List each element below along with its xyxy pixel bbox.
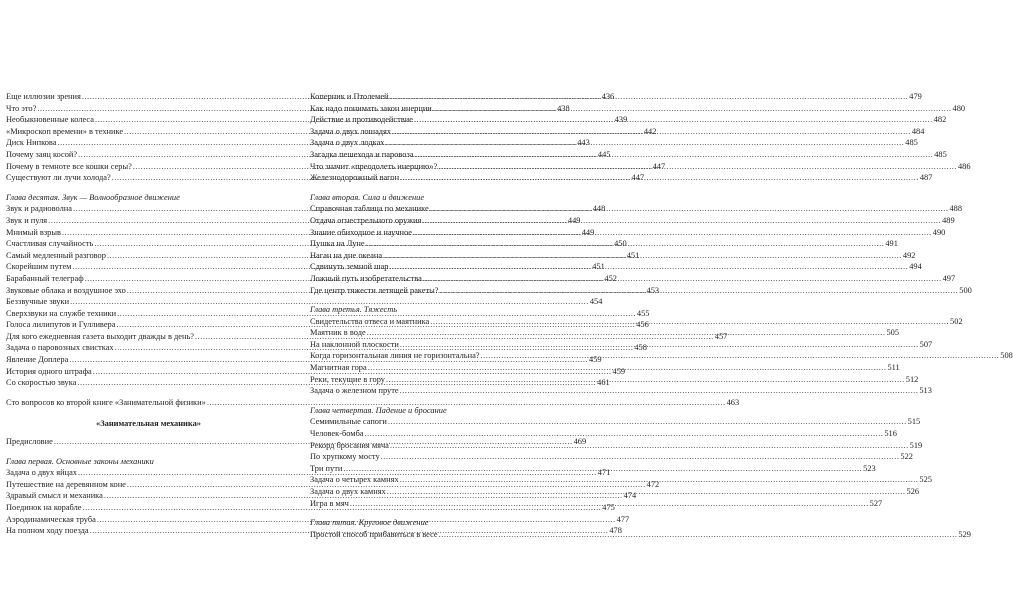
toc-entry-page: 463 — [726, 397, 740, 407]
dot-leader — [400, 474, 919, 486]
toc-entry-title: Маятник в воде — [310, 328, 366, 338]
toc-entry-title: Наган на дне океана — [310, 250, 383, 260]
toc-entry-title: Задача о железном пруте — [310, 386, 399, 396]
toc-entry-title: На наклонной плоскости — [310, 339, 399, 349]
toc-entry-title: Что это? — [6, 103, 37, 113]
toc-entry-title: Как надо понимать закон инерции — [310, 103, 432, 113]
toc-entry-page: 511 — [887, 363, 900, 373]
toc-entry-title: Задача о четырех камнях — [310, 475, 399, 485]
dot-leader — [392, 126, 911, 138]
toc-entry-page: 442 — [643, 126, 657, 136]
toc-entry-title: Еще иллюзии зрения — [6, 92, 81, 101]
dot-leader — [400, 385, 919, 397]
toc-entry-title: Беззвучные звуки — [6, 297, 70, 307]
chapter-heading: Глава десятая. Звук — Волнообразное движение — [6, 192, 180, 202]
toc-entry-title: Счастливая случайность — [6, 239, 94, 249]
toc-entry-page: 502 — [950, 316, 963, 326]
toc-entry-title: Почему в темноте все кошки серы? — [6, 161, 132, 171]
dot-leader — [367, 327, 886, 339]
dot-leader — [350, 498, 869, 510]
toc-entry — [310, 137, 918, 149]
toc-entry-title: Сверхзвуки на службе техники — [6, 308, 117, 318]
toc-entry-page: 454 — [589, 297, 603, 307]
toc-entry-page: 505 — [886, 328, 899, 338]
toc-entry-page: 488 — [949, 204, 963, 214]
toc-entry-title: Коперник и Птолемей — [310, 92, 389, 101]
dot-leader — [414, 114, 933, 126]
toc-entry-page: 477 — [616, 514, 630, 524]
toc-entry-title: Пушка на Луне — [310, 239, 365, 249]
toc-entry-title: Когда горизонтальная линия не горизонтальна? — [310, 351, 480, 361]
toc-entry-title: Барабанный телеграф — [6, 273, 84, 283]
toc-entry-page: 452 — [604, 273, 617, 283]
toc-entry-title: Мнимый взрыв — [6, 227, 61, 237]
toc-entry-page: 479 — [909, 92, 922, 101]
dot-leader — [438, 161, 957, 173]
toc-entry-page: 515 — [907, 417, 921, 427]
toc-entry-title: Справочная таблица по механике — [310, 204, 429, 214]
toc-entry-title: Знание обиходное и научное — [310, 227, 412, 237]
toc-entry-page: 475 — [602, 503, 615, 512]
dot-leader — [386, 137, 905, 149]
toc-entry-title: Со скоростью звука — [6, 378, 77, 388]
toc-entry-page: 447 — [652, 161, 666, 171]
chapter-heading: Глава вторая. Сила и движение — [310, 192, 425, 202]
dot-leader — [390, 91, 909, 103]
dot-leader — [400, 339, 919, 351]
toc-entry-page: 456 — [636, 320, 649, 330]
toc-entry-title: Путешествие на деревянном коне — [6, 479, 126, 489]
dot-leader — [383, 250, 902, 262]
toc-entry-page: 522 — [900, 452, 913, 462]
dot-leader — [422, 215, 941, 227]
dot-leader — [390, 440, 909, 452]
toc-entry-title: Необыкновенные колеса — [6, 115, 94, 125]
toc-entry-page: 523 — [863, 463, 876, 473]
dot-leader — [366, 238, 885, 250]
toc-entry-title: История одного штрафа — [6, 366, 92, 376]
dot-leader — [423, 273, 942, 285]
toc-entry — [310, 440, 923, 452]
toc-entry-page: 512 — [905, 374, 919, 384]
toc-entry-page: 492 — [902, 250, 916, 260]
toc-entry-title: Три пути — [310, 463, 343, 473]
toc-entry-page: 459 — [589, 355, 602, 365]
toc-entry-title: Звуковые облака и воздушное эхо — [6, 285, 126, 295]
toc-entry-page: 447 — [631, 173, 645, 183]
dot-leader — [387, 486, 906, 498]
toc-entry-page: 490 — [932, 227, 946, 237]
toc-entry-page: 494 — [909, 262, 922, 272]
toc-entry-page: 469 — [573, 437, 587, 447]
toc-entry-title: Задача о двух лодках — [310, 138, 385, 148]
toc-entry-title: Задача о паровозных свистках — [6, 343, 114, 353]
toc-entry-page: 443 — [577, 138, 590, 148]
toc-entry-title: Явление Доплера — [6, 355, 69, 365]
toc-entry — [310, 385, 932, 397]
toc-entry-title: Семимильные сапоги — [310, 417, 387, 427]
dot-leader — [400, 172, 919, 184]
dot-leader — [433, 103, 952, 115]
toc-entry-page: 482 — [933, 115, 947, 125]
toc-entry-page: 449 — [567, 215, 581, 225]
toc-entry-page: 461 — [597, 378, 610, 388]
toc-entry — [6, 296, 603, 308]
toc-entry-title: Голоса лилипутов и Гулливера — [6, 320, 116, 330]
dot-leader — [481, 350, 1000, 362]
toc-entry — [310, 428, 897, 440]
toc-entry-title: «Микроскоп времени» в технике — [6, 126, 124, 136]
toc-entry-title: Свидетельства отвеса и маятника — [310, 316, 430, 326]
toc-entry-page: 471 — [597, 468, 611, 478]
toc-entry-page: 491 — [885, 239, 898, 249]
toc-entry-page: 455 — [636, 308, 650, 318]
toc-entry-page: 508 — [1000, 351, 1013, 361]
toc-entry-page: 529 — [958, 529, 971, 539]
toc-entry-page: 458 — [634, 343, 647, 353]
toc-entry-title: Задача о двух лошадях — [310, 126, 392, 136]
toc-entry — [310, 103, 966, 115]
toc-entry — [310, 227, 946, 239]
dot-leader — [343, 463, 862, 475]
chapter-heading: Глава пятая. Круговое движение — [310, 518, 429, 528]
toc-entry-page: 500 — [959, 285, 972, 295]
toc-entry-title: Существуют ли лучи холода? — [6, 173, 111, 183]
chapter-heading: Глава четвертая. Падение и бросание — [310, 405, 447, 415]
toc-entry-title: Загадка пешехода и паровоза — [310, 149, 414, 159]
toc-entry-title: Поединок на корабле — [6, 503, 82, 512]
toc-entry-page: 527 — [869, 498, 883, 508]
toc-entry-page: 526 — [906, 487, 920, 496]
toc-entry — [310, 416, 921, 428]
toc-entry-page: 450 — [614, 239, 627, 249]
dot-leader — [414, 149, 933, 161]
toc-entry-page: 486 — [957, 161, 971, 171]
dot-leader — [386, 374, 905, 386]
toc-entry-title: Реки, текущие в гору — [310, 374, 385, 384]
toc-entry-title: Самый медленный разговор — [6, 250, 106, 260]
toc-entry-title: Аэродинамическая труба — [6, 514, 96, 524]
toc-entry-title: Задача о двух яйцах — [6, 468, 77, 478]
toc-entry-page: 436 — [601, 92, 615, 101]
toc-entry-page: 478 — [609, 526, 622, 536]
chapter-heading: Глава третья. Тяжесть — [310, 305, 398, 315]
toc-entry — [6, 397, 740, 409]
toc-entry-page: 487 — [919, 173, 933, 183]
chapter-heading: Глава первая. Основные законы механики — [6, 456, 154, 466]
toc-entry-title: Здравый смысл и механика — [6, 491, 103, 501]
toc-entry-title: Диск Нипкова — [6, 138, 57, 148]
toc-entry-page: 480 — [952, 103, 966, 113]
toc-entry-page: 451 — [592, 262, 605, 272]
dot-leader — [368, 362, 887, 374]
toc-entry-title: Сдвинуть земной шар — [310, 262, 389, 272]
toc-entry-page: 445 — [597, 149, 611, 159]
toc-entry-title: Отдача огнестрельного оружия — [310, 215, 422, 225]
toc-entry-title: Скорейшим путем — [6, 262, 72, 272]
dot-leader — [440, 285, 959, 297]
toc-entry-page: 457 — [714, 331, 728, 341]
toc-entry-page: 448 — [592, 204, 606, 214]
toc-entry-page: 513 — [919, 386, 932, 396]
toc-entry-page: 519 — [909, 440, 923, 450]
toc-entry-page: 485 — [905, 138, 918, 148]
spacer — [6, 389, 291, 397]
toc-entry-title: По хрупкому мосту — [310, 452, 380, 462]
dot-leader — [365, 428, 884, 440]
toc-entry-page: 489 — [942, 215, 955, 225]
toc-entry-title: Почему заяц косой? — [6, 149, 78, 159]
dot-leader — [388, 416, 907, 428]
toc-entry-page: 453 — [646, 285, 660, 295]
toc-entry-page: 507 — [919, 339, 933, 349]
toc-entry-title: Рекорд бросания мяча — [310, 440, 389, 450]
toc-entry-page: 459 — [612, 366, 626, 376]
toc-entry-page: 472 — [646, 479, 660, 489]
toc-entry-title: Простой способ прибавиться в весе — [310, 529, 438, 539]
toc-entry — [310, 451, 913, 463]
toc-entry-title: Железнодорожный вагон — [310, 173, 400, 183]
dot-leader — [389, 261, 908, 273]
toc-entry-title: Человек-бомба — [310, 429, 364, 439]
toc-entry-page: 525 — [919, 475, 932, 485]
toc-entry-title: Звук и пуля — [6, 215, 48, 225]
toc-entry-page: 516 — [884, 429, 897, 439]
toc-entry-page: 474 — [623, 491, 637, 501]
dot-leader — [439, 529, 958, 541]
toc-entry-title: Действие и противодействие — [310, 115, 413, 125]
toc-entry-page: 484 — [911, 126, 925, 136]
toc-entry-title: Для кого ежедневная газета выходит дважды в день? — [6, 331, 195, 341]
toc-entry-title: Ложный путь изобретательства — [310, 273, 422, 283]
toc-entry-title: Предисловие — [6, 437, 53, 447]
toc-entry-page: 449 — [581, 227, 595, 237]
dot-leader — [430, 316, 949, 328]
toc-entry-page: 438 — [557, 103, 570, 113]
dot-leader — [381, 451, 900, 463]
dot-leader — [430, 203, 949, 215]
section-title: «Занимательная механика» — [96, 419, 201, 429]
toc-entry-title: Магнитная гора — [310, 363, 367, 373]
toc-entry-page: 485 — [934, 149, 947, 159]
toc-entry-page: 497 — [942, 273, 956, 283]
toc-entry-title: Что значит «преодолеть инерцию»? — [310, 161, 438, 171]
toc-entry-title: Звук и радиоволна — [6, 204, 72, 214]
toc-entry-title: На полном ходу поезда — [6, 526, 89, 536]
dot-leader — [413, 227, 932, 239]
toc-entry-title: Задача о двух камнях — [310, 487, 386, 496]
toc-entry-page: 451 — [626, 250, 640, 260]
toc-entry-title: Сто вопросов ко второй книге «Занимательной физики» — [6, 397, 206, 407]
toc-entry-page: 439 — [614, 115, 628, 125]
toc-entry-title: Где центр тяжести летящей ракеты? — [310, 285, 439, 295]
toc-entry — [310, 215, 955, 227]
toc-entry-title: Игра в мяч — [310, 498, 349, 508]
